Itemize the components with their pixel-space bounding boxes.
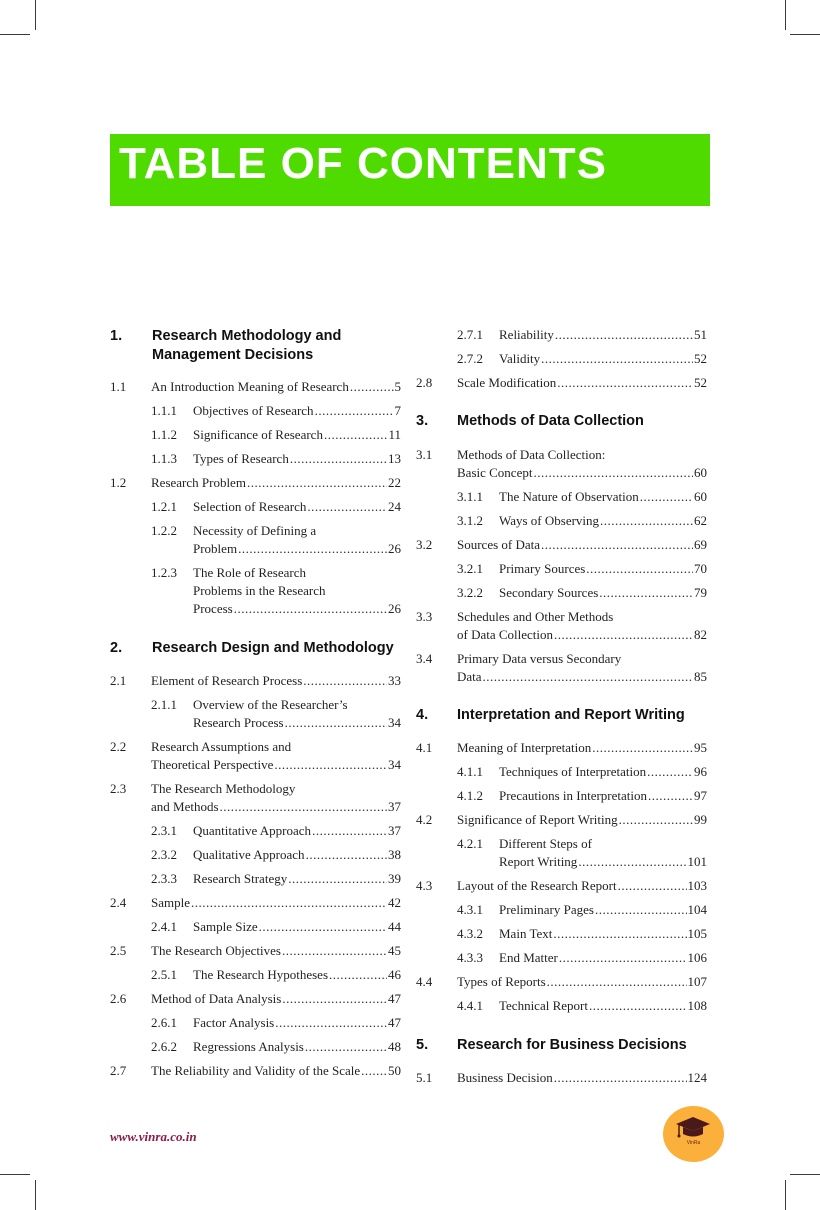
crop-mark-bl-h	[0, 1174, 30, 1175]
chapter-title: Research Methodology and Management Decisions	[152, 328, 342, 363]
toc-entry-4-2[interactable]: 4.2 Significance of Report Writing ..... 99	[416, 811, 707, 829]
crop-mark-tr-v	[785, 0, 786, 30]
toc-entry-1-1[interactable]: 1.1 An Introduction Meaning of Research ..... 5	[110, 378, 401, 396]
toc-entry-1-1-2[interactable]: 1.1.2 Significance of Research ..... 11	[151, 426, 401, 444]
toc-entry-4-2-1[interactable]: 4.2.1 Different Steps of Report Writing ..... 101	[457, 835, 707, 871]
toc-entry-4-4-1[interactable]: 4.4.1 Technical Report ..... 108	[457, 997, 707, 1015]
toc-entry-1-2[interactable]: 1.2 Research Problem ..... 22	[110, 474, 401, 492]
toc-entry-2-1[interactable]: 2.1 Element of Research Process ..... 33	[110, 672, 401, 690]
toc-entry-2-7-2[interactable]: 2.7.2 Validity ..... 52	[457, 350, 707, 368]
toc-entry-3-4[interactable]: 3.4 Primary Data versus Secondary Data ..... 85	[416, 650, 707, 686]
toc-entry-2-3-2[interactable]: 2.3.2 Qualitative Approach ..... 38	[151, 846, 401, 864]
toc-entry-1-1-3[interactable]: 1.1.3 Types of Research ..... 13	[151, 450, 401, 468]
toc-entry-3-2-2[interactable]: 3.2.2 Secondary Sources ..... 79	[457, 584, 707, 602]
toc-entry-2-6[interactable]: 2.6 Method of Data Analysis ..... 47	[110, 990, 401, 1008]
toc-entry-2-6-1[interactable]: 2.6.1 Factor Analysis ..... 47	[151, 1014, 401, 1032]
toc-entry-3-1-1[interactable]: 3.1.1 The Nature of Observation ..... 60	[457, 488, 707, 506]
crop-mark-bl-v	[35, 1180, 36, 1210]
graduation-cap-icon	[675, 1116, 711, 1142]
toc-entry-2-7-1[interactable]: 2.7.1 Reliability ..... 51	[457, 326, 707, 344]
toc-entry-4-3-2[interactable]: 4.3.2 Main Text ..... 105	[457, 925, 707, 943]
toc-entry-2-1-1[interactable]: 2.1.1 Overview of the Researcher’s Research Process ..... 34	[151, 696, 401, 732]
logo-label: VinRa	[686, 1140, 701, 1146]
toc-entry-2-4[interactable]: 2.4 Sample ..... 42	[110, 894, 401, 912]
toc-entry-4-4[interactable]: 4.4 Types of Reports ..... 107	[416, 973, 707, 991]
toc-entry-3-2[interactable]: 3.2 Sources of Data ..... 69	[416, 536, 707, 554]
toc-entry-4-3[interactable]: 4.3 Layout of the Research Report ..... 103	[416, 877, 707, 895]
toc-entry-2-4-1[interactable]: 2.4.1 Sample Size ..... 44	[151, 918, 401, 936]
toc-entry-2-3-3[interactable]: 2.3.3 Research Strategy ..... 39	[151, 870, 401, 888]
toc-entry-4-1-2[interactable]: 4.1.2 Precautions in Interpretation ..... 97	[457, 787, 707, 805]
vinra-logo	[663, 1106, 724, 1162]
toc-entry-2-3[interactable]: 2.3 The Research Methodology and Methods ..... 37	[110, 780, 401, 816]
toc-entry-2-6-2[interactable]: 2.6.2 Regressions Analysis ..... 48	[151, 1038, 401, 1056]
toc-entry-2-2[interactable]: 2.2 Research Assumptions and Theoretical Perspective ..... 34	[110, 738, 401, 774]
toc-entry-4-3-3[interactable]: 4.3.3 End Matter ..... 106	[457, 949, 707, 967]
toc-entry-4-3-1[interactable]: 4.3.1 Preliminary Pages ..... 104	[457, 901, 707, 919]
toc-entry-4-1[interactable]: 4.1 Meaning of Interpretation ..... 95	[416, 739, 707, 757]
toc-entry-2-8[interactable]: 2.8 Scale Modification ..... 52	[416, 374, 707, 392]
toc-entry-1-1-1[interactable]: 1.1.1 Objectives of Research ..... 7	[151, 402, 401, 420]
title-banner	[110, 134, 710, 206]
crop-mark-br-h	[790, 1174, 820, 1175]
crop-mark-br-v	[785, 1180, 786, 1210]
toc-entry-1-2-1[interactable]: 1.2.1 Selection of Research ..... 24	[151, 498, 401, 516]
toc-entry-2-5-1[interactable]: 2.5.1 The Research Hypotheses ..... 46	[151, 966, 401, 984]
page-title: TABLE OF CONTENTS	[119, 139, 607, 188]
toc-entry-3-2-1[interactable]: 3.2.1 Primary Sources ..... 70	[457, 560, 707, 578]
toc-entry-1-2-3[interactable]: 1.2.3 The Role of Research Problems in the Research Process ..... 26	[151, 564, 401, 618]
toc-entry-3-1[interactable]: 3.1 Methods of Data Collection: Basic Concept ..... 60	[416, 446, 707, 482]
toc-entry-1-2-2[interactable]: 1.2.2 Necessity of Defining a Problem ..... 26	[151, 522, 401, 558]
toc-entry-4-1-1[interactable]: 4.1.1 Techniques of Interpretation ..... 96	[457, 763, 707, 781]
footer-website-link[interactable]: www.vinra.co.in	[110, 1129, 197, 1144]
toc-entry-2-5[interactable]: 2.5 The Research Objectives ..... 45	[110, 942, 401, 960]
toc-entry-2-7[interactable]: 2.7 The Reliability and Validity of the Scale ..... 50	[110, 1062, 401, 1080]
toc-entry-3-1-2[interactable]: 3.1.2 Ways of Observing ..... 62	[457, 512, 707, 530]
toc-entry-3-3[interactable]: 3.3 Schedules and Other Methods of Data Collection ..... 82	[416, 608, 707, 644]
crop-mark-tr-h	[790, 34, 820, 35]
crop-mark-tl-h	[0, 34, 30, 35]
chapter-number: 1.	[110, 328, 123, 344]
toc-entry-5-1[interactable]: 5.1 Business Decision ..... 124	[416, 1069, 707, 1087]
crop-mark-tl-v	[35, 0, 36, 30]
toc-entry-2-3-1[interactable]: 2.3.1 Quantitative Approach ..... 37	[151, 822, 401, 840]
